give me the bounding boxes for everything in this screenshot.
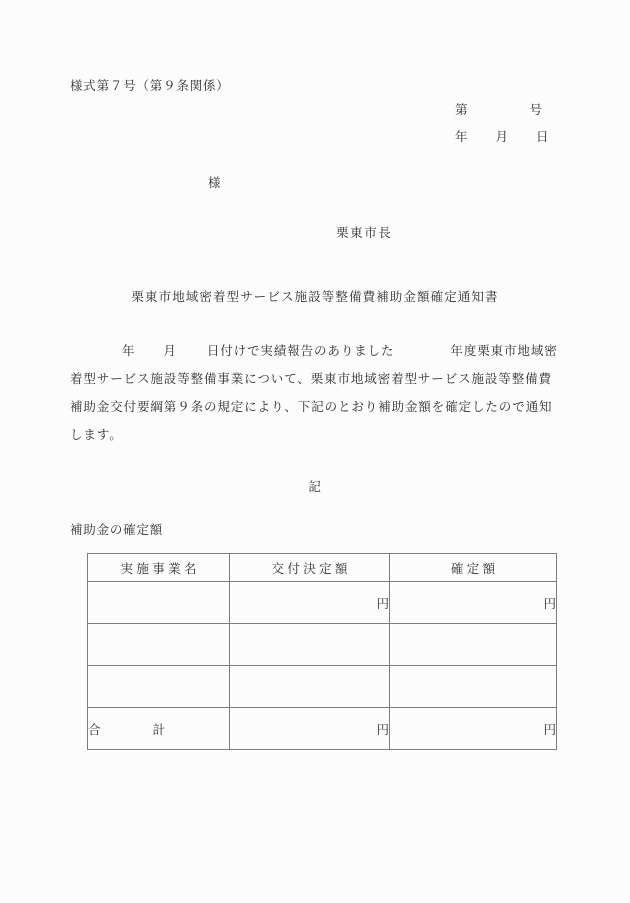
document-number-label: 第	[455, 102, 468, 117]
page-title: 栗東市地域密着型サービス施設等整備費補助金額確定通知書	[131, 289, 499, 304]
body-year-label: 年	[122, 343, 136, 358]
cell-project-name[interactable]	[88, 624, 230, 666]
cell-grant-amount[interactable]: 円	[230, 582, 390, 624]
cell-project-name[interactable]	[88, 666, 230, 708]
table-header-fixed-amount: 確定額	[390, 554, 557, 582]
table-header-grant-amount: 交付決定額	[230, 554, 390, 582]
ki-marker: 記	[308, 479, 322, 494]
body-text-1: 日付けで実績報告のありました	[206, 343, 395, 358]
document-number-line	[455, 104, 542, 117]
cell-fixed-amount[interactable]	[390, 666, 557, 708]
cell-total-label	[88, 708, 230, 750]
body-line-4: します。	[70, 427, 123, 442]
body-text-2: 年度栗東市地域密	[450, 343, 558, 358]
cell-total-fixed-amount[interactable]: 円	[390, 708, 557, 750]
table-header-row	[88, 554, 557, 582]
body-line-3: 補助金交付要綱第９条の規定により、下記のとおり補助金額を確定したので通知	[70, 399, 553, 414]
date-month-label: 月	[495, 129, 509, 144]
subsidy-amount-table	[87, 553, 557, 750]
form-number: 様式第７号（第９条関係）	[70, 78, 230, 93]
table-row	[88, 624, 557, 666]
document-date-line	[455, 131, 549, 144]
total-label-part-2: 計	[152, 721, 166, 737]
table-row	[88, 582, 557, 624]
body-month-label: 月	[163, 343, 177, 358]
table-caption: 補助金の確定額	[70, 522, 164, 537]
cell-fixed-amount[interactable]: 円	[390, 582, 557, 624]
date-day-label: 日	[536, 129, 549, 144]
cell-grant-amount[interactable]	[230, 624, 390, 666]
issuer-name: 栗東市長	[336, 225, 393, 240]
table-total-row	[88, 708, 557, 750]
table-row	[88, 666, 557, 708]
total-label-part-1: 合	[88, 721, 101, 737]
cell-project-name[interactable]	[88, 582, 230, 624]
table-header-project-name: 実施事業名	[88, 554, 230, 582]
addressee-honorific: 様	[208, 175, 222, 190]
date-year-label: 年	[455, 129, 468, 144]
body-line-2: 着型サービス施設等整備事業について、栗東市地域密着型サービス施設等整備費	[70, 371, 552, 386]
cell-grant-amount[interactable]	[230, 666, 390, 708]
body-line-1	[70, 345, 558, 358]
document-number-suffix: 号	[529, 102, 543, 117]
cell-total-grant-amount[interactable]: 円	[230, 708, 390, 750]
cell-fixed-amount[interactable]	[390, 624, 557, 666]
